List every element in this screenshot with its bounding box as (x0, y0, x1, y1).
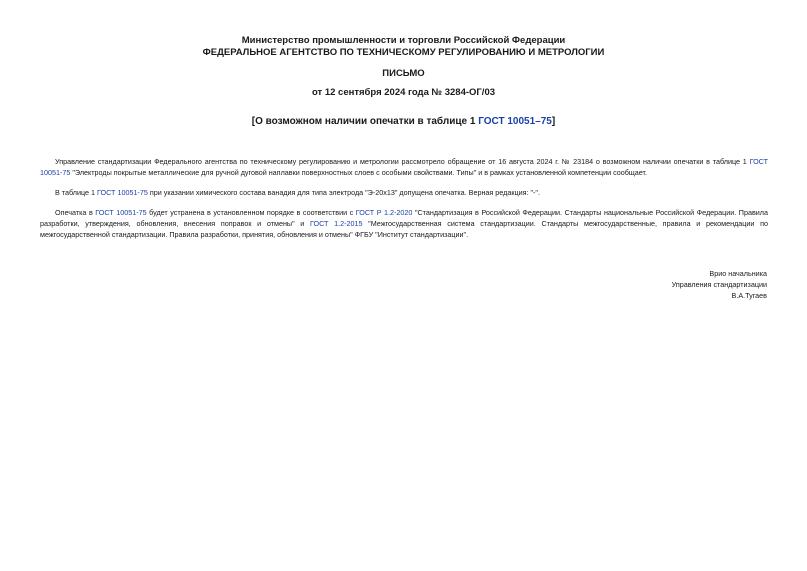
paragraph-3-gost-1-2-link[interactable]: ГОСТ 1.2-2015 (310, 219, 363, 228)
signature-name: В.А.Тугаев (731, 291, 767, 300)
paragraph-2-text-a: В таблице 1 (55, 188, 98, 197)
signature-block (672, 268, 767, 301)
agency-name: ФЕДЕРАЛЬНОЕ АГЕНТСТВО ПО ТЕХНИЧЕСКОМУ РЕГУЛИРОВАНИЮ И МЕТРОЛОГИИ (202, 47, 605, 58)
signature-position: Врио начальника (709, 269, 767, 278)
paragraph-3-text-a: Опечатка в (55, 208, 96, 217)
paragraph-3-text-b: будет устранена в установленном порядке в соответствии с (146, 208, 356, 217)
document-dateline: от 12 сентября 2024 года № 3284-ОГ/03 (311, 87, 496, 98)
ministry-name: Министерство промышленности и торговли Российской Федерации (241, 35, 566, 46)
paragraph-3-text-d: "Межгосударственная система стандартизации. Стандарты межгосударственные, правила и рекомендации по межгосударственной стандартизации. Правила разработки, принятия, обновления и отмены" ФГБУ "Институт стандартизации". (40, 219, 768, 239)
document-type: ПИСЬМО (382, 68, 425, 79)
subject-prefix: [О возможном наличии опечатки в таблице 1 (251, 116, 479, 127)
paragraph-3 (40, 207, 768, 240)
paragraph-1-text-a: Управление стандартизации Федерального агентства по техническому регулированию и метрологии рассмотрело обращение от 16 августа 2024 г. № 23184 о возможном наличии опечатки в таблице 1 (55, 157, 750, 166)
paragraph-3-text-c: "Стандартизация в Российской Федерации. Стандарты национальные Российской Федерации. Правила разработки, утверждения, обновления, внесения поправок и отмены" и (40, 208, 768, 228)
paragraph-1-text-b: "Электроды покрытые металлические для ручной дуговой наплавки поверхностных слоев с особыми свойствами. Типы" и в рамках установленной компетенции сообщает. (70, 168, 648, 177)
paragraph-3-gost-r-link[interactable]: ГОСТ Р 1.2-2020 (355, 208, 413, 217)
signature-department: Управления стандартизации (671, 280, 767, 289)
paragraph-2 (40, 187, 768, 198)
paragraph-1-gost-link[interactable]: ГОСТ 10051-75 (40, 157, 768, 177)
paragraph-1 (40, 156, 768, 178)
paragraph-3-gost-10051-link[interactable]: ГОСТ 10051-75 (95, 208, 147, 217)
document-subject (0, 116, 807, 128)
paragraph-2-text-b: при указании химического состава ванадия для типа электрода "Э-20х13" допущена опечатка. Верная редакция: "-". (147, 188, 540, 197)
subject-suffix: ] (551, 116, 556, 127)
subject-gost-link[interactable]: ГОСТ 10051–75 (478, 116, 552, 127)
paragraph-2-gost-link[interactable]: ГОСТ 10051-75 (97, 188, 148, 197)
